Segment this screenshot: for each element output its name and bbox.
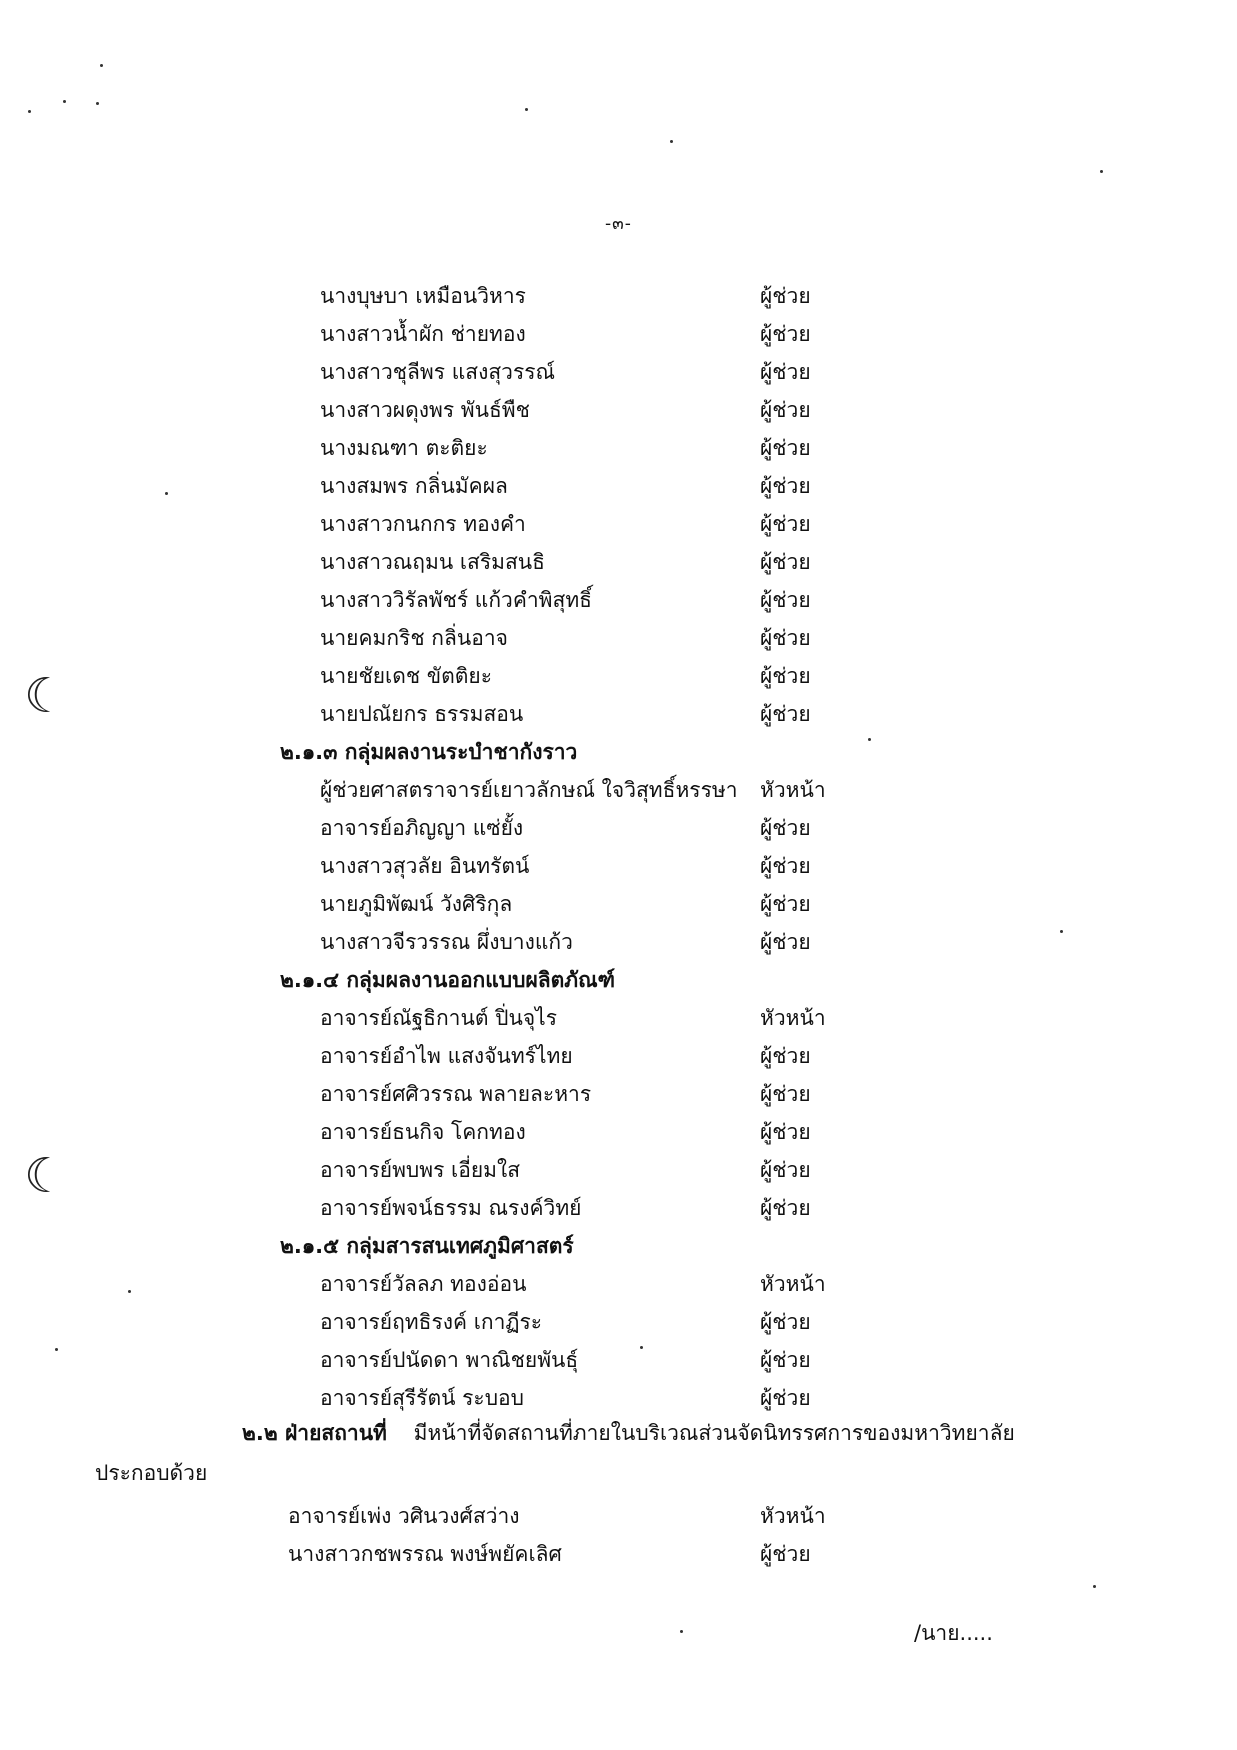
member-role: ผู้ช่วย bbox=[760, 1542, 811, 1566]
member-role: ผู้ช่วย bbox=[760, 550, 811, 574]
list-item bbox=[288, 1535, 880, 1573]
section-heading bbox=[242, 1414, 1015, 1452]
member-role: ผู้ช่วย bbox=[760, 588, 811, 612]
member-role: หัวหน้า bbox=[760, 1272, 826, 1296]
member-role: หัวหน้า bbox=[760, 1504, 826, 1528]
list-item bbox=[320, 847, 880, 885]
list-item bbox=[320, 1037, 880, 1075]
continuation-footer: /นาย..... bbox=[914, 1621, 993, 1645]
member-name: นางสาวกนกกร ทองคำ bbox=[320, 512, 526, 536]
section-title: ๒.๒ ฝ่ายสถานที่ bbox=[242, 1421, 387, 1445]
list-item bbox=[320, 809, 880, 847]
list-item bbox=[320, 1113, 880, 1151]
member-role: ผู้ช่วย bbox=[760, 1158, 811, 1182]
list-item bbox=[320, 391, 880, 429]
scan-speck bbox=[128, 1290, 131, 1293]
member-name: นายปณัยกร ธรรมสอน bbox=[320, 702, 524, 726]
member-name: นางสาวจีรวรรณ ผึ่งบางแก้ว bbox=[320, 930, 573, 954]
member-name: นางสาวชุลีพร แสงสุวรรณ์ bbox=[320, 360, 555, 384]
group-heading: ๒.๑.๔ กลุ่มผลงานออกแบบผลิตภัณฑ์ bbox=[280, 968, 616, 992]
scan-speck bbox=[868, 738, 871, 741]
list-item bbox=[320, 581, 880, 619]
member-role: ผู้ช่วย bbox=[760, 1310, 811, 1334]
scan-speck bbox=[670, 140, 673, 143]
list-item bbox=[320, 619, 880, 657]
list-item bbox=[320, 999, 880, 1037]
member-role: ผู้ช่วย bbox=[760, 398, 811, 422]
section-description: มีหน้าที่จัดสถานที่ภายในบริเวณส่วนจัดนิทรรศการของมหาวิทยาลัย bbox=[413, 1421, 1015, 1445]
member-name: นางสาวผดุงพร พันธ์พืช bbox=[320, 398, 530, 422]
member-name: นางสาวน้ำผัก ช่ายทอง bbox=[320, 322, 526, 346]
scan-speck bbox=[1060, 930, 1063, 933]
scan-speck bbox=[525, 108, 528, 111]
list-item bbox=[320, 923, 880, 961]
list-item bbox=[320, 657, 880, 695]
scan-speck bbox=[55, 1348, 58, 1351]
member-role: ผู้ช่วย bbox=[760, 664, 811, 688]
section-continuation: ประกอบด้วย bbox=[95, 1461, 208, 1485]
scan-speck bbox=[100, 64, 103, 67]
member-role: ผู้ช่วย bbox=[760, 1044, 811, 1068]
member-role: ผู้ช่วย bbox=[760, 284, 811, 308]
list-item bbox=[320, 543, 880, 581]
member-role: ผู้ช่วย bbox=[760, 474, 811, 498]
member-role: ผู้ช่วย bbox=[760, 930, 811, 954]
scan-speck bbox=[640, 1346, 643, 1349]
list-item bbox=[320, 1303, 880, 1341]
member-role: ผู้ช่วย bbox=[760, 816, 811, 840]
member-name: อาจารย์อำไพ แสงจันทร์ไทย bbox=[320, 1044, 573, 1068]
member-role: หัวหน้า bbox=[760, 1006, 826, 1030]
member-name: นายชัยเดช ขัตติยะ bbox=[320, 664, 492, 688]
member-name: อาจารย์พบพร เอี่ยมใส bbox=[320, 1158, 521, 1182]
member-role: ผู้ช่วย bbox=[760, 1196, 811, 1220]
member-name: นางสมพร กลิ่นมัคผล bbox=[320, 474, 508, 498]
list-item bbox=[320, 695, 880, 733]
member-name: อาจารย์ปนัดดา พาณิชยพันธุ์ bbox=[320, 1348, 579, 1372]
member-role: ผู้ช่วย bbox=[760, 1082, 811, 1106]
member-name: นางสาวสุวลัย อินทรัตน์ bbox=[320, 854, 530, 878]
list-item bbox=[320, 885, 880, 923]
member-role: หัวหน้า bbox=[760, 778, 826, 802]
group-heading: ๒.๑.๕ กลุ่มสารสนเทศภูมิศาสตร์ bbox=[280, 1234, 574, 1258]
scan-speck bbox=[165, 492, 168, 495]
scan-speck bbox=[28, 110, 31, 113]
member-role: ผู้ช่วย bbox=[760, 892, 811, 916]
member-role: ผู้ช่วย bbox=[760, 702, 811, 726]
list-item bbox=[320, 467, 880, 505]
member-name: อาจารย์ศศิวรรณ พลายละหาร bbox=[320, 1082, 592, 1106]
list-item bbox=[320, 1379, 880, 1417]
list-item bbox=[320, 315, 880, 353]
member-role: ผู้ช่วย bbox=[760, 512, 811, 536]
list-item bbox=[320, 353, 880, 391]
punch-hole-mark: ☾ bbox=[24, 668, 68, 724]
member-role: ผู้ช่วย bbox=[760, 626, 811, 650]
member-role: ผู้ช่วย bbox=[760, 854, 811, 878]
member-name: ผู้ช่วยศาสตราจารย์เยาวลักษณ์ ใจวิสุทธิ์หรรษา bbox=[320, 778, 738, 802]
member-role: ผู้ช่วย bbox=[760, 1348, 811, 1372]
list-item bbox=[320, 1265, 880, 1303]
member-name: นางบุษบา เหมือนวิหาร bbox=[320, 284, 526, 308]
list-item bbox=[320, 1189, 880, 1227]
member-name: อาจารย์เพ่ง วศินวงศ์สว่าง bbox=[288, 1504, 520, 1528]
member-role: ผู้ช่วย bbox=[760, 1120, 811, 1144]
page-number: -๓- bbox=[605, 214, 632, 234]
member-name: นางสาววิรัลพัชร์ แก้วคำพิสุทธิ์ bbox=[320, 588, 592, 612]
list-item bbox=[320, 429, 880, 467]
member-name: อาจารย์ฤทธิรงค์ เกาฏีระ bbox=[320, 1310, 543, 1334]
list-item bbox=[320, 277, 880, 315]
member-name: นางสาวกชพรรณ พงษ์พยัคเลิศ bbox=[288, 1542, 562, 1566]
punch-hole-mark: ☾ bbox=[24, 1148, 68, 1204]
member-role: ผู้ช่วย bbox=[760, 360, 811, 384]
scan-speck bbox=[1100, 170, 1103, 173]
list-item bbox=[288, 1497, 880, 1535]
member-role: ผู้ช่วย bbox=[760, 436, 811, 460]
member-name: นางสาวณฤมน เสริมสนธิ bbox=[320, 550, 545, 574]
scan-speck bbox=[680, 1630, 683, 1633]
member-name: นายภูมิพัฒน์ วังศิริกุล bbox=[320, 892, 513, 916]
member-role: ผู้ช่วย bbox=[760, 322, 811, 346]
member-name: อาจารย์ธนกิจ โคกทอง bbox=[320, 1120, 526, 1144]
list-item bbox=[320, 1075, 880, 1113]
member-name: อาจารย์อภิญญา แซ่ยั้ง bbox=[320, 816, 524, 840]
member-role: ผู้ช่วย bbox=[760, 1386, 811, 1410]
scan-speck bbox=[63, 100, 66, 103]
list-item bbox=[320, 1341, 880, 1379]
scan-speck bbox=[96, 102, 99, 105]
member-name: อาจารย์พจน์ธรรม ณรงค์วิทย์ bbox=[320, 1196, 582, 1220]
member-name: อาจารย์สุรีรัตน์ ระบอบ bbox=[320, 1386, 524, 1410]
scan-speck bbox=[1093, 1585, 1096, 1588]
group-heading: ๒.๑.๓ กลุ่มผลงานระบำชากังราว bbox=[280, 740, 578, 764]
list-item bbox=[320, 771, 880, 809]
list-item bbox=[320, 1151, 880, 1189]
member-name: อาจารย์วัลลภ ทองอ่อน bbox=[320, 1272, 527, 1296]
member-name: นายคมกริช กลิ่นอาจ bbox=[320, 626, 508, 650]
member-name: อาจารย์ณัฐธิกานต์ ปิ่นจุไร bbox=[320, 1006, 557, 1030]
list-item bbox=[320, 505, 880, 543]
member-name: นางมณฑา ตะติยะ bbox=[320, 436, 488, 460]
